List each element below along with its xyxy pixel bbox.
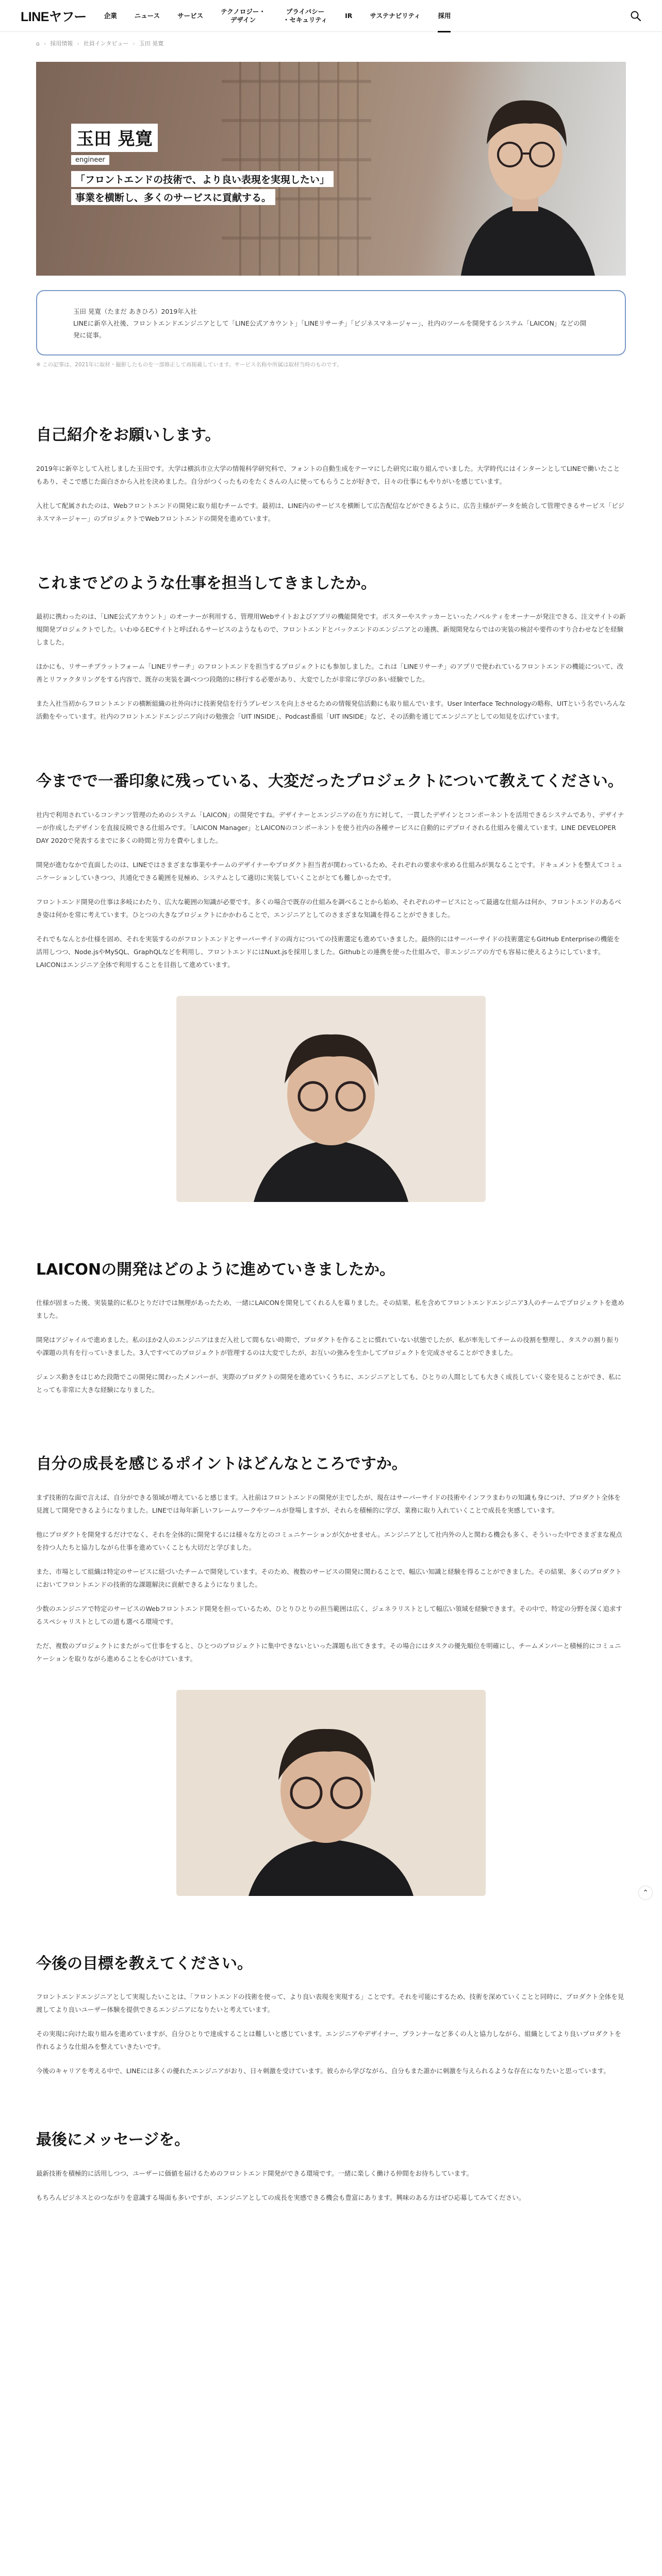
hero-text-block bbox=[71, 124, 334, 205]
section-paragraph: 社内で利用されているコンテンツ管理のためのシステム「LAICON」の開発ですね。デザイナーとエンジニアの在り方に対して、一貫したデザインとコンポーネントを活用できるシステムであり、デザイナーが作成したデザインを直接反映できる仕組みです。「LAICON Manager」とLAICONのコンポーネントを使う社内の各種サービスに自動的にデプロイされる仕組みを備えています。LINE DEVELOPER DAY 2020で発表するまでに多くの時間と労力を費やしました。 bbox=[36, 810, 624, 844]
section-future-goals bbox=[36, 1953, 626, 2078]
article-note: ※ この記事は、2021年に取材・撮影したものを一部修正して再掲載しています。サービス名称や所属は取材当時のものです。 bbox=[36, 362, 342, 368]
breadcrumb-item[interactable]: 社員インタビュー bbox=[83, 40, 129, 47]
section-paragraph: 入社して配属されたのは、Webフロントエンドの開発に取り組むチームです。最初は、LINE内のサービスを横断して広告配信などができるように、広告主様がデータを統合して管理できるサービス「ビジネスマネージャー」のプロジェクトでWebフロントエンドの開発を進めています。 bbox=[36, 501, 625, 522]
section-paragraph: その実現に向けた取り組みを進めていますが、自分ひとりで達成することは難しいと感じています。エンジニアやデザイナー、プランナーなど多くの人と協力しながら、組織としてより良いプロダクトを作れるような仕組みを整えていきたいです。 bbox=[36, 2030, 621, 2051]
breadcrumb-separator: › bbox=[133, 40, 135, 47]
nav-item-sustainability[interactable]: サステナビリティ bbox=[370, 11, 421, 20]
nav-item-ir[interactable]: IR bbox=[345, 11, 353, 20]
article-body bbox=[0, 424, 662, 2204]
section-heading: LAICONの開発はどのように進めていきましたか。 bbox=[36, 1260, 395, 1279]
section-paragraph: また入社当初からフロントエンドの横断組織の社外向けに技術発信を行うプレゼンスを向上させるための情報発信活動にも取り組んでいます。User Interface Technologyの略称、UITという名でいろんな活動をやっています。社内のフロントエンドエンジニア向けの勉強会「UIT INSIDE」、Podcast番組「UIT INSIDE」など、その活動を通じてエンジニアとしての知見を広げています。 bbox=[36, 700, 626, 721]
section-paragraph: 最新技術を積極的に活用しつつ、ユーザーに価値を届けるためのフロントエンド開発ができる環境です。一緒に楽しく働ける仲間をお待ちしています。 bbox=[36, 2169, 473, 2177]
nav-item-technology-design[interactable]: テクノロジー・ デザイン bbox=[221, 7, 266, 24]
breadcrumb-separator: › bbox=[77, 40, 79, 47]
main-nav bbox=[104, 0, 451, 32]
section-self-intro bbox=[36, 424, 626, 525]
hero-role: engineer bbox=[71, 155, 109, 165]
section-growth bbox=[36, 1453, 626, 1896]
section-paragraph: まず技術的な面で言えば、自分ができる領域が増えていると感じます。入社前はフロントエンドの開発が主でしたが、現在はサーバーサイドの技術やインフラまわりの知識も身につけ、プロダクト全体を見渡して開発できるようになりました。LINEでは毎年新しいフレームワークやツールが登場しますが、それらを積極的に学び、業務に取り入れていくことで成長を実感しています。 bbox=[36, 1493, 621, 1514]
breadcrumb-item[interactable]: 採用情報 bbox=[50, 40, 73, 47]
section-paragraph: また、市場として組織は特定のサービスに紐づいたチームで開発しています。そのため、複数のサービスの開発に関わることで、幅広い知識と経験を得ることができました。その結果、多くのプロダクトにおいてフロントエンドの技術的な課題解決に貢献できるようになりました。 bbox=[36, 1567, 622, 1588]
section-paragraph: ほかにも、リサーチプラットフォーム「LINEリサーチ」のフロントエンドを担当するプロジェクトにも参加しました。これは「LINEリサーチ」のアプリで使われているフロントエンドの機能について、改善とリファクタリングをする内容で、既存の実装を調べつつ段階的に移行する必要があり、大変でしたが非常に学びの多い経験でした。 bbox=[36, 663, 624, 684]
section-paragraph: 開発はアジャイルで進めました。私のほか2人のエンジニアはまだ入社して間もない時期で、プロダクトを作ることに慣れていない状態でしたが、私が率先してチームの役割を整理し、タスクの割り振りや課題の共有を行っていきました。3人ですべてのプロジェクトが管理するのは大変でしたが、お互いの強みを生かしてプロジェクトを完成させることができました。 bbox=[36, 1336, 620, 1357]
nav-item-company[interactable]: 企業 bbox=[104, 11, 117, 20]
section-paragraph: 少数のエンジニアで特定のサービスのWebフロントエンド開発を担っているため、ひとりひとりの担当範囲は広く、ジェネラリストとして幅広い領域を経験できます。その中で、特定の分野を深く追求するスペシャリストとしての道も選べる環境です。 bbox=[36, 1604, 622, 1625]
section-memorable-project bbox=[36, 770, 626, 1202]
section-paragraph: 他にプロダクトを開発するだけでなく、それを全体的に開発するには様々な方とのコミュニケーションが欠かせません。エンジニアとして社内外の人と関わる機会も多く、そういった中でさまざまな視点を持つ人たちと協力しながら仕事を進めていくことも大切だと学びました。 bbox=[36, 1530, 622, 1551]
section-paragraph: ただ、複数のプロジェクトにまたがって仕事をすると、ひとつのプロジェクトに集中できないといった課題も出てきます。その場合にはタスクの優先順位を明確にし、チームメンバーと積極的にコミュニケーションを取りながら進めることを心がけています。 bbox=[36, 1641, 621, 1663]
section-paragraph: フロントエンドエンジニアとして実現したいことは、「フロントエンドの技術を使って、より良い表現を実現する」ことです。それを可能にするため、技術を深めていくことと同時に、プロダクト全体を見渡してより良いユーザー体験を提供できるエンジニアになりたいと考えています。 bbox=[36, 1993, 624, 2014]
hero-quote-line-2: 事業を横断し、多くのサービスに貢献する。 bbox=[71, 189, 275, 205]
site-logo[interactable]: LINEヤフー bbox=[21, 9, 87, 24]
section-paragraph: 仕様が固まった後、実装量的に私ひとりだけでは無理があったため、一緒にLAICONを開発してくれる人を募りました。その結果、私を含めてフロントエンドエンジニア3人のチームでプロジェクトを進めました。 bbox=[36, 1299, 624, 1320]
hero-name: 玉田 晃寛 bbox=[71, 124, 158, 152]
breadcrumb-current: 玉田 晃寛 bbox=[139, 40, 164, 47]
section-heading: 自分の成長を感じるポイントはどんなところですか。 bbox=[36, 1455, 407, 1473]
scroll-to-top-button[interactable] bbox=[638, 1886, 653, 1900]
breadcrumb-home-icon[interactable]: ⌂ bbox=[36, 40, 40, 47]
section-paragraph: 最初に携わったのは、「LINE公式アカウント」のオーナーが利用する、管理用Webサイトおよびアプリの機能開発です。ポスターやステッカーといったノベルティをオーナーが発注できる、注文サイトの新規開発プロジェクトでした。いわゆるECサイトと呼ばれるサービスのようなもので、フロントエンドとバックエンドのエンジニアとの連携、新規開発ならではの実装の検討や要件のすり合わせなどを経験しました。 bbox=[36, 613, 626, 647]
nav-item-privacy-security[interactable]: プライバシー ・セキュリティ bbox=[283, 7, 328, 24]
profile-box bbox=[36, 290, 626, 355]
section-paragraph: フロントエンド開発の仕事は多岐にわたり、広大な範囲の知識が必要です。多くの場合で既存の仕組みを調べることから始め、それぞれのサービスにとって最適な仕組みは何か、フロントエンドのあるべき姿は何かを常に考えています。ひとつの大きなプロジェクトにかかわることで、エンジニアとしてのさまざまな知識を得ることができました。 bbox=[36, 897, 621, 919]
section-heading: 最後にメッセージを。 bbox=[36, 2131, 190, 2149]
site-header bbox=[0, 0, 662, 32]
nav-item-services[interactable]: サービス bbox=[177, 11, 204, 20]
profile-body: LINEに新卒入社後、フロントエンドエンジニアとして「LINE公式アカウント」「LINEリサーチ」「ビジネスマネージャー」、社内のツールを開発するシステム「LAICON」などの開発に従事。 bbox=[73, 319, 587, 340]
nav-item-news[interactable]: ニュース bbox=[134, 11, 160, 20]
section-paragraph: 開発が進むなかで直面したのは、LINEではさまざまな事業やチームのデザイナーやプロダクト担当者が関わっているため、それぞれの要求や求める仕組みが異なることです。ドキュメントを整えてコミュニケーションしていきつつ、共通化できる範囲を見極め、システムとして適切に実装していくことがとても難しかったです。 bbox=[36, 860, 623, 882]
section-paragraph: それでもなんとか仕様を固め、それを実装するのがフロントエンドとサーバーサイドの両方についての技術選定も進めていきました。最終的にはサーバーサイドの技術選定もGitHub Enterpriseの機能を活用しつつ、Node.jsやMySQL、GraphQLなどを利用し、フロントエンドにはNuxt.jsを採用しました。Githubとの連携を使った仕組みで、非エンジニアの方でも容易に使えるようにしています。LAICONはエンジニア全体で利用することを目指して進めています。 bbox=[36, 935, 620, 969]
breadcrumb bbox=[0, 32, 662, 55]
section-paragraph: 2019年に新卒として入社しました玉田です。大学は横浜市立大学の情報科学研究科で、フォントの自動生成をテーマにした研究に取り組んでいました。大学時代にはインターンとしてLINEで働いたこともあり、そこで感じた面白さから入社を決めました。自分がつくったものをたくさんの人に使ってもらうことが好きで、日々の仕事にもやりがいを感じています。 bbox=[36, 464, 620, 485]
section-final-message bbox=[36, 2129, 626, 2204]
section-paragraph: もちろんビジネスとのつながりを意識する場面も多いですが、エンジニアとしての成長を実感できる機会も豊富にあります。興味のある方はぜひ応募してみてください。 bbox=[36, 2193, 525, 2201]
interview-photo-1 bbox=[176, 996, 486, 1202]
interview-photo-2 bbox=[176, 1690, 486, 1896]
breadcrumb-separator: › bbox=[43, 40, 46, 47]
profile-title: 玉田 晃寛（たまだ あきひろ）2019年入社 bbox=[73, 308, 197, 315]
section-paragraph: ジェンス動きをはじめた段階でこの開発に関わったメンバーが、実際のプロダクトの開発を進めていくうちに、エンジニアとしても、ひとりの人間としても大きく成長していく姿を見ることができ、私にとっても非常に大きな経験になりました。 bbox=[36, 1373, 622, 1394]
hero-quote bbox=[71, 169, 334, 205]
section-heading: これまでどのような仕事を担当してきましたか。 bbox=[36, 574, 376, 592]
hero-banner bbox=[36, 62, 626, 276]
chevron-up-icon: ⌃ bbox=[642, 1889, 649, 1897]
hero-quote-line-1: 「フロントエンドの技術で、より良い表現を実現したい」 bbox=[71, 171, 334, 187]
section-heading: 自己紹介をお願いします。 bbox=[36, 426, 221, 445]
hero-portrait-image bbox=[440, 77, 610, 276]
nav-item-recruit[interactable]: 採用 bbox=[438, 0, 451, 32]
section-paragraph: 今後のキャリアを考える中で、LINEには多くの優れたエンジニアがおり、日々刺激を受けています。彼らから学びながら、自分もまた誰かに刺激を与えられるような存在になりたいと思っています。 bbox=[36, 2067, 610, 2075]
search-icon[interactable] bbox=[630, 10, 641, 22]
section-heading: 今後の目標を教えてください。 bbox=[36, 1954, 253, 1973]
section-heading: 今までで一番印象に残っている、大変だったプロジェクトについて教えてください。 bbox=[36, 772, 623, 791]
section-laicon-development bbox=[36, 1259, 626, 1397]
section-past-work bbox=[36, 572, 626, 723]
